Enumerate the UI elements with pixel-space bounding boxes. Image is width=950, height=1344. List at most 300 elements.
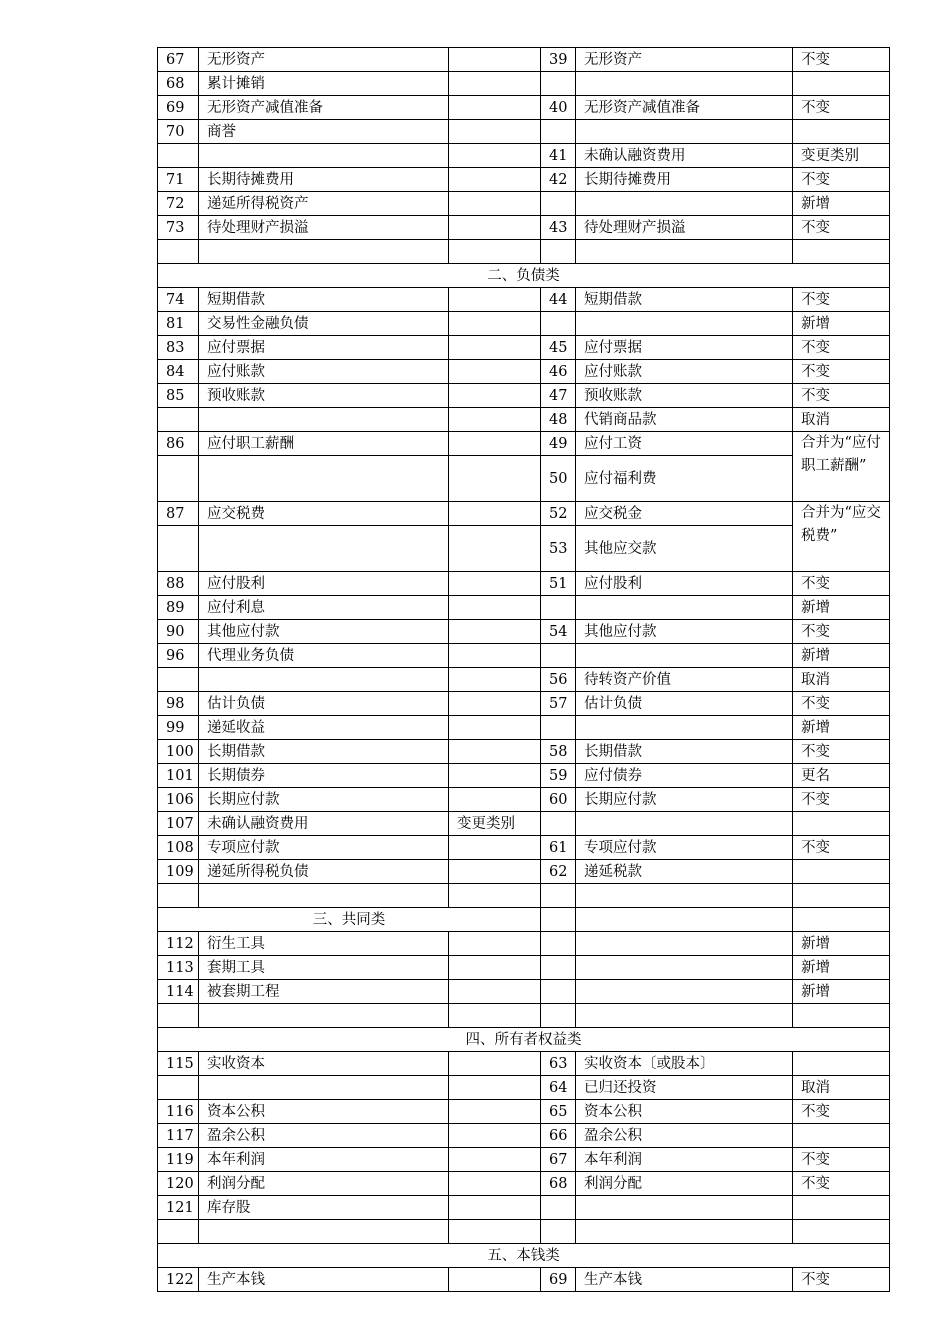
new-name-cell bbox=[199, 526, 449, 572]
old-name-cell: 长期待摊费用 bbox=[576, 168, 793, 192]
old-code-cell: 50 bbox=[541, 456, 576, 502]
change-cell: 不变 bbox=[793, 168, 890, 192]
change-cell: 不变 bbox=[793, 216, 890, 240]
new-code-cell bbox=[158, 456, 199, 502]
change-cell: 变更类别 bbox=[793, 144, 890, 168]
old-code-cell bbox=[541, 716, 576, 740]
table-row bbox=[158, 860, 890, 884]
new-name-cell: 交易性金融负债 bbox=[199, 312, 449, 336]
old-name-cell: 利润分配 bbox=[576, 1172, 793, 1196]
table-row bbox=[158, 620, 890, 644]
new-code-cell: 120 bbox=[158, 1172, 199, 1196]
section-header-row bbox=[158, 1028, 890, 1052]
change-cell: 新增 bbox=[793, 644, 890, 668]
empty-cell bbox=[449, 884, 541, 908]
new-note-cell bbox=[449, 668, 541, 692]
table-row bbox=[158, 932, 890, 956]
old-code-cell: 68 bbox=[541, 1172, 576, 1196]
old-name-cell: 资本公积 bbox=[576, 1100, 793, 1124]
new-name-cell: 代理业务负债 bbox=[199, 644, 449, 668]
old-code-cell: 45 bbox=[541, 336, 576, 360]
new-code-cell: 70 bbox=[158, 120, 199, 144]
empty-cell bbox=[576, 1004, 793, 1028]
new-note-cell bbox=[449, 192, 541, 216]
old-code-cell: 60 bbox=[541, 788, 576, 812]
new-note-cell bbox=[449, 1196, 541, 1220]
change-cell: 新增 bbox=[793, 932, 890, 956]
table-row bbox=[158, 1076, 890, 1100]
old-code-cell: 69 bbox=[541, 1268, 576, 1292]
old-name-cell: 递延税款 bbox=[576, 860, 793, 884]
change-cell: 不变 bbox=[793, 740, 890, 764]
old-code-cell bbox=[541, 120, 576, 144]
table-row bbox=[158, 96, 890, 120]
empty-cell bbox=[158, 240, 199, 264]
old-name-cell: 估计负债 bbox=[576, 692, 793, 716]
new-code-cell: 109 bbox=[158, 860, 199, 884]
old-name-cell bbox=[576, 644, 793, 668]
section-header-row bbox=[158, 1244, 890, 1268]
old-name-cell bbox=[576, 812, 793, 836]
old-code-cell bbox=[541, 1196, 576, 1220]
new-code-cell: 113 bbox=[158, 956, 199, 980]
empty-cell bbox=[449, 1004, 541, 1028]
new-note-cell bbox=[449, 980, 541, 1004]
new-note-cell bbox=[449, 1148, 541, 1172]
new-note-cell bbox=[449, 48, 541, 72]
section-title: 三、共同类 bbox=[158, 908, 541, 932]
new-name-cell bbox=[199, 1076, 449, 1100]
new-code-cell: 98 bbox=[158, 692, 199, 716]
empty-cell bbox=[576, 908, 793, 932]
old-name-cell: 应付福利费 bbox=[576, 456, 793, 502]
old-name-cell bbox=[576, 120, 793, 144]
change-cell: 不变 bbox=[793, 572, 890, 596]
new-note-cell bbox=[449, 288, 541, 312]
table-row bbox=[158, 168, 890, 192]
old-code-cell: 41 bbox=[541, 144, 576, 168]
old-code-cell bbox=[541, 980, 576, 1004]
old-name-cell bbox=[576, 1196, 793, 1220]
new-code-cell: 116 bbox=[158, 1100, 199, 1124]
old-code-cell: 58 bbox=[541, 740, 576, 764]
old-name-cell: 短期借款 bbox=[576, 288, 793, 312]
old-code-cell: 57 bbox=[541, 692, 576, 716]
old-code-cell bbox=[541, 312, 576, 336]
new-code-cell: 114 bbox=[158, 980, 199, 1004]
old-code-cell bbox=[541, 192, 576, 216]
table-row bbox=[158, 120, 890, 144]
new-code-cell: 81 bbox=[158, 312, 199, 336]
change-cell bbox=[793, 860, 890, 884]
new-code-cell: 121 bbox=[158, 1196, 199, 1220]
old-name-cell bbox=[576, 312, 793, 336]
old-name-cell: 已归还投资 bbox=[576, 1076, 793, 1100]
new-name-cell bbox=[199, 144, 449, 168]
table-row bbox=[158, 48, 890, 72]
change-cell: 不变 bbox=[793, 1172, 890, 1196]
section-header-row bbox=[158, 908, 890, 932]
new-note-cell bbox=[449, 72, 541, 96]
new-name-cell: 无形资产减值准备 bbox=[199, 96, 449, 120]
old-code-cell: 48 bbox=[541, 408, 576, 432]
new-note-cell bbox=[449, 932, 541, 956]
new-name-cell: 库存股 bbox=[199, 1196, 449, 1220]
change-cell: 新增 bbox=[793, 716, 890, 740]
change-cell: 不变 bbox=[793, 336, 890, 360]
table-row bbox=[158, 596, 890, 620]
new-code-cell: 85 bbox=[158, 384, 199, 408]
old-name-cell: 长期借款 bbox=[576, 740, 793, 764]
old-name-cell: 应交税金 bbox=[576, 502, 793, 526]
new-code-cell: 107 bbox=[158, 812, 199, 836]
new-name-cell: 递延收益 bbox=[199, 716, 449, 740]
old-name-cell: 实收资本〔或股本〕 bbox=[576, 1052, 793, 1076]
old-name-cell: 应付工资 bbox=[576, 432, 793, 456]
change-cell: 不变 bbox=[793, 692, 890, 716]
account-comparison-table bbox=[157, 47, 890, 1292]
old-name-cell: 专项应付款 bbox=[576, 836, 793, 860]
new-code-cell bbox=[158, 526, 199, 572]
table-row bbox=[158, 144, 890, 168]
change-cell: 新增 bbox=[793, 192, 890, 216]
new-name-cell: 长期借款 bbox=[199, 740, 449, 764]
new-note-cell bbox=[449, 312, 541, 336]
new-note-cell: 变更类别 bbox=[449, 812, 541, 836]
change-cell: 不变 bbox=[793, 836, 890, 860]
old-name-cell: 无形资产 bbox=[576, 48, 793, 72]
merged-row bbox=[158, 502, 890, 526]
new-code-cell: 89 bbox=[158, 596, 199, 620]
new-code-cell: 74 bbox=[158, 288, 199, 312]
change-cell bbox=[793, 120, 890, 144]
table-row bbox=[158, 1052, 890, 1076]
table-row bbox=[158, 1124, 890, 1148]
old-name-cell: 待处理财产损溢 bbox=[576, 216, 793, 240]
old-name-cell bbox=[576, 596, 793, 620]
new-note-cell bbox=[449, 216, 541, 240]
new-note-cell bbox=[449, 144, 541, 168]
old-code-cell bbox=[541, 596, 576, 620]
table-row bbox=[158, 668, 890, 692]
table-row bbox=[158, 788, 890, 812]
table-row bbox=[158, 692, 890, 716]
new-code-cell: 84 bbox=[158, 360, 199, 384]
new-note-cell bbox=[449, 764, 541, 788]
new-name-cell: 专项应付款 bbox=[199, 836, 449, 860]
old-code-cell: 49 bbox=[541, 432, 576, 456]
new-name-cell: 应付票据 bbox=[199, 336, 449, 360]
new-note-cell bbox=[449, 1268, 541, 1292]
change-cell: 不变 bbox=[793, 360, 890, 384]
old-code-cell: 66 bbox=[541, 1124, 576, 1148]
new-code-cell: 71 bbox=[158, 168, 199, 192]
old-name-cell: 应付股利 bbox=[576, 572, 793, 596]
table-row bbox=[158, 216, 890, 240]
old-code-cell bbox=[541, 812, 576, 836]
table-row bbox=[158, 384, 890, 408]
new-name-cell: 未确认融资费用 bbox=[199, 812, 449, 836]
new-code-cell: 112 bbox=[158, 932, 199, 956]
table-row bbox=[158, 980, 890, 1004]
new-name-cell: 预收账款 bbox=[199, 384, 449, 408]
new-name-cell: 递延所得税负债 bbox=[199, 860, 449, 884]
change-cell: 不变 bbox=[793, 788, 890, 812]
old-name-cell: 盈余公积 bbox=[576, 1124, 793, 1148]
empty-cell bbox=[449, 1220, 541, 1244]
new-code-cell: 72 bbox=[158, 192, 199, 216]
new-code-cell: 86 bbox=[158, 432, 199, 456]
new-note-cell bbox=[449, 384, 541, 408]
old-code-cell: 39 bbox=[541, 48, 576, 72]
new-code-cell: 100 bbox=[158, 740, 199, 764]
new-code-cell bbox=[158, 408, 199, 432]
new-note-cell bbox=[449, 1100, 541, 1124]
old-code-cell: 53 bbox=[541, 526, 576, 572]
section-title: 五、本钱类 bbox=[158, 1244, 890, 1268]
old-code-cell: 40 bbox=[541, 96, 576, 120]
old-name-cell: 应付债券 bbox=[576, 764, 793, 788]
new-code-cell bbox=[158, 1076, 199, 1100]
change-cell: 新增 bbox=[793, 956, 890, 980]
section-header-row bbox=[158, 264, 890, 288]
change-cell: 不变 bbox=[793, 620, 890, 644]
table-row bbox=[158, 192, 890, 216]
new-note-cell bbox=[449, 1052, 541, 1076]
new-name-cell: 应付职工薪酬 bbox=[199, 432, 449, 456]
change-cell bbox=[793, 1196, 890, 1220]
old-code-cell: 56 bbox=[541, 668, 576, 692]
new-name-cell: 应付利息 bbox=[199, 596, 449, 620]
table-row bbox=[158, 1172, 890, 1196]
old-code-cell: 51 bbox=[541, 572, 576, 596]
table-row bbox=[158, 572, 890, 596]
new-name-cell: 本年利润 bbox=[199, 1148, 449, 1172]
empty-cell bbox=[576, 884, 793, 908]
table-row bbox=[158, 360, 890, 384]
new-name-cell: 应交税费 bbox=[199, 502, 449, 526]
old-code-cell: 54 bbox=[541, 620, 576, 644]
new-note-cell bbox=[449, 1076, 541, 1100]
new-name-cell: 利润分配 bbox=[199, 1172, 449, 1196]
new-code-cell: 88 bbox=[158, 572, 199, 596]
new-name-cell: 被套期工程 bbox=[199, 980, 449, 1004]
old-code-cell: 44 bbox=[541, 288, 576, 312]
new-code-cell: 87 bbox=[158, 502, 199, 526]
new-name-cell bbox=[199, 408, 449, 432]
change-cell: 不变 bbox=[793, 1268, 890, 1292]
old-code-cell bbox=[541, 72, 576, 96]
new-code-cell: 99 bbox=[158, 716, 199, 740]
table-body bbox=[158, 48, 890, 1292]
new-name-cell bbox=[199, 456, 449, 502]
empty-cell bbox=[541, 1220, 576, 1244]
new-name-cell: 套期工具 bbox=[199, 956, 449, 980]
empty-cell bbox=[158, 884, 199, 908]
new-note-cell bbox=[449, 120, 541, 144]
new-note-cell bbox=[449, 1172, 541, 1196]
old-code-cell: 61 bbox=[541, 836, 576, 860]
empty-cell bbox=[199, 240, 449, 264]
new-name-cell: 应付账款 bbox=[199, 360, 449, 384]
old-name-cell bbox=[576, 192, 793, 216]
change-cell bbox=[793, 72, 890, 96]
merged-row bbox=[158, 526, 890, 572]
new-code-cell: 90 bbox=[158, 620, 199, 644]
table-row bbox=[158, 1148, 890, 1172]
table-row bbox=[158, 336, 890, 360]
table-row bbox=[158, 716, 890, 740]
table-row bbox=[158, 72, 890, 96]
new-code-cell: 101 bbox=[158, 764, 199, 788]
old-code-cell: 52 bbox=[541, 502, 576, 526]
new-name-cell: 实收资本 bbox=[199, 1052, 449, 1076]
old-name-cell: 本年利润 bbox=[576, 1148, 793, 1172]
old-code-cell: 67 bbox=[541, 1148, 576, 1172]
new-note-cell bbox=[449, 432, 541, 456]
section-title: 二、负债类 bbox=[158, 264, 890, 288]
new-name-cell: 估计负债 bbox=[199, 692, 449, 716]
table-row bbox=[158, 836, 890, 860]
change-cell: 新增 bbox=[793, 980, 890, 1004]
old-name-cell: 其他应交款 bbox=[576, 526, 793, 572]
empty-cell bbox=[541, 240, 576, 264]
new-name-cell: 长期待摊费用 bbox=[199, 168, 449, 192]
old-code-cell: 43 bbox=[541, 216, 576, 240]
empty-cell bbox=[541, 1004, 576, 1028]
new-note-cell bbox=[449, 692, 541, 716]
new-code-cell: 69 bbox=[158, 96, 199, 120]
new-code-cell: 73 bbox=[158, 216, 199, 240]
new-name-cell: 其他应付款 bbox=[199, 620, 449, 644]
new-name-cell: 生产本钱 bbox=[199, 1268, 449, 1292]
old-code-cell: 46 bbox=[541, 360, 576, 384]
old-name-cell: 预收账款 bbox=[576, 384, 793, 408]
old-name-cell: 未确认融资费用 bbox=[576, 144, 793, 168]
change-cell: 取消 bbox=[793, 668, 890, 692]
new-note-cell bbox=[449, 168, 541, 192]
blank-row bbox=[158, 1220, 890, 1244]
new-note-cell bbox=[449, 716, 541, 740]
change-cell: 新增 bbox=[793, 312, 890, 336]
new-code-cell: 83 bbox=[158, 336, 199, 360]
table-row bbox=[158, 288, 890, 312]
empty-cell bbox=[793, 884, 890, 908]
new-name-cell: 应付股利 bbox=[199, 572, 449, 596]
new-code-cell: 106 bbox=[158, 788, 199, 812]
empty-cell bbox=[576, 240, 793, 264]
old-code-cell: 65 bbox=[541, 1100, 576, 1124]
empty-cell bbox=[793, 1220, 890, 1244]
empty-cell bbox=[158, 1004, 199, 1028]
table-row bbox=[158, 312, 890, 336]
old-code-cell: 63 bbox=[541, 1052, 576, 1076]
old-code-cell: 62 bbox=[541, 860, 576, 884]
old-name-cell: 代销商品款 bbox=[576, 408, 793, 432]
change-cell bbox=[793, 1052, 890, 1076]
new-note-cell bbox=[449, 1124, 541, 1148]
merged-row bbox=[158, 456, 890, 502]
table-row bbox=[158, 764, 890, 788]
new-note-cell bbox=[449, 336, 541, 360]
table-row bbox=[158, 740, 890, 764]
table-row bbox=[158, 644, 890, 668]
new-note-cell bbox=[449, 860, 541, 884]
old-code-cell: 64 bbox=[541, 1076, 576, 1100]
change-cell: 取消 bbox=[793, 408, 890, 432]
new-name-cell: 盈余公积 bbox=[199, 1124, 449, 1148]
new-code-cell bbox=[158, 144, 199, 168]
new-name-cell: 长期债券 bbox=[199, 764, 449, 788]
empty-cell bbox=[541, 884, 576, 908]
change-cell: 不变 bbox=[793, 96, 890, 120]
new-name-cell: 待处理财产损溢 bbox=[199, 216, 449, 240]
new-note-cell bbox=[449, 408, 541, 432]
new-note-cell bbox=[449, 596, 541, 620]
new-name-cell: 衍生工具 bbox=[199, 932, 449, 956]
new-code-cell bbox=[158, 668, 199, 692]
new-name-cell: 递延所得税资产 bbox=[199, 192, 449, 216]
old-code-cell: 47 bbox=[541, 384, 576, 408]
new-code-cell: 117 bbox=[158, 1124, 199, 1148]
change-cell: 不变 bbox=[793, 1100, 890, 1124]
change-cell: 合并为“应交税费” bbox=[793, 502, 890, 572]
new-name-cell: 长期应付款 bbox=[199, 788, 449, 812]
new-name-cell bbox=[199, 668, 449, 692]
new-code-cell: 96 bbox=[158, 644, 199, 668]
new-code-cell: 119 bbox=[158, 1148, 199, 1172]
old-name-cell: 生产本钱 bbox=[576, 1268, 793, 1292]
old-name-cell: 其他应付款 bbox=[576, 620, 793, 644]
new-note-cell bbox=[449, 620, 541, 644]
change-cell: 取消 bbox=[793, 1076, 890, 1100]
table-row bbox=[158, 1196, 890, 1220]
old-code-cell: 59 bbox=[541, 764, 576, 788]
new-note-cell bbox=[449, 572, 541, 596]
new-note-cell bbox=[449, 740, 541, 764]
new-note-cell bbox=[449, 360, 541, 384]
change-cell: 新增 bbox=[793, 596, 890, 620]
blank-row bbox=[158, 884, 890, 908]
document-page bbox=[157, 47, 890, 1292]
new-note-cell bbox=[449, 456, 541, 502]
empty-cell bbox=[793, 1004, 890, 1028]
new-note-cell bbox=[449, 788, 541, 812]
new-name-cell: 商誉 bbox=[199, 120, 449, 144]
old-name-cell: 长期应付款 bbox=[576, 788, 793, 812]
new-name-cell: 短期借款 bbox=[199, 288, 449, 312]
old-code-cell bbox=[541, 956, 576, 980]
old-name-cell bbox=[576, 980, 793, 1004]
old-name-cell bbox=[576, 716, 793, 740]
change-cell: 不变 bbox=[793, 288, 890, 312]
empty-cell bbox=[793, 240, 890, 264]
new-code-cell: 67 bbox=[158, 48, 199, 72]
new-note-cell bbox=[449, 96, 541, 120]
empty-cell bbox=[793, 908, 890, 932]
new-note-cell bbox=[449, 644, 541, 668]
new-note-cell bbox=[449, 956, 541, 980]
change-cell: 更名 bbox=[793, 764, 890, 788]
new-name-cell: 累计摊销 bbox=[199, 72, 449, 96]
new-name-cell: 资本公积 bbox=[199, 1100, 449, 1124]
old-code-cell: 42 bbox=[541, 168, 576, 192]
old-code-cell bbox=[541, 932, 576, 956]
new-code-cell: 108 bbox=[158, 836, 199, 860]
change-cell: 不变 bbox=[793, 384, 890, 408]
new-note-cell bbox=[449, 526, 541, 572]
blank-row bbox=[158, 1004, 890, 1028]
